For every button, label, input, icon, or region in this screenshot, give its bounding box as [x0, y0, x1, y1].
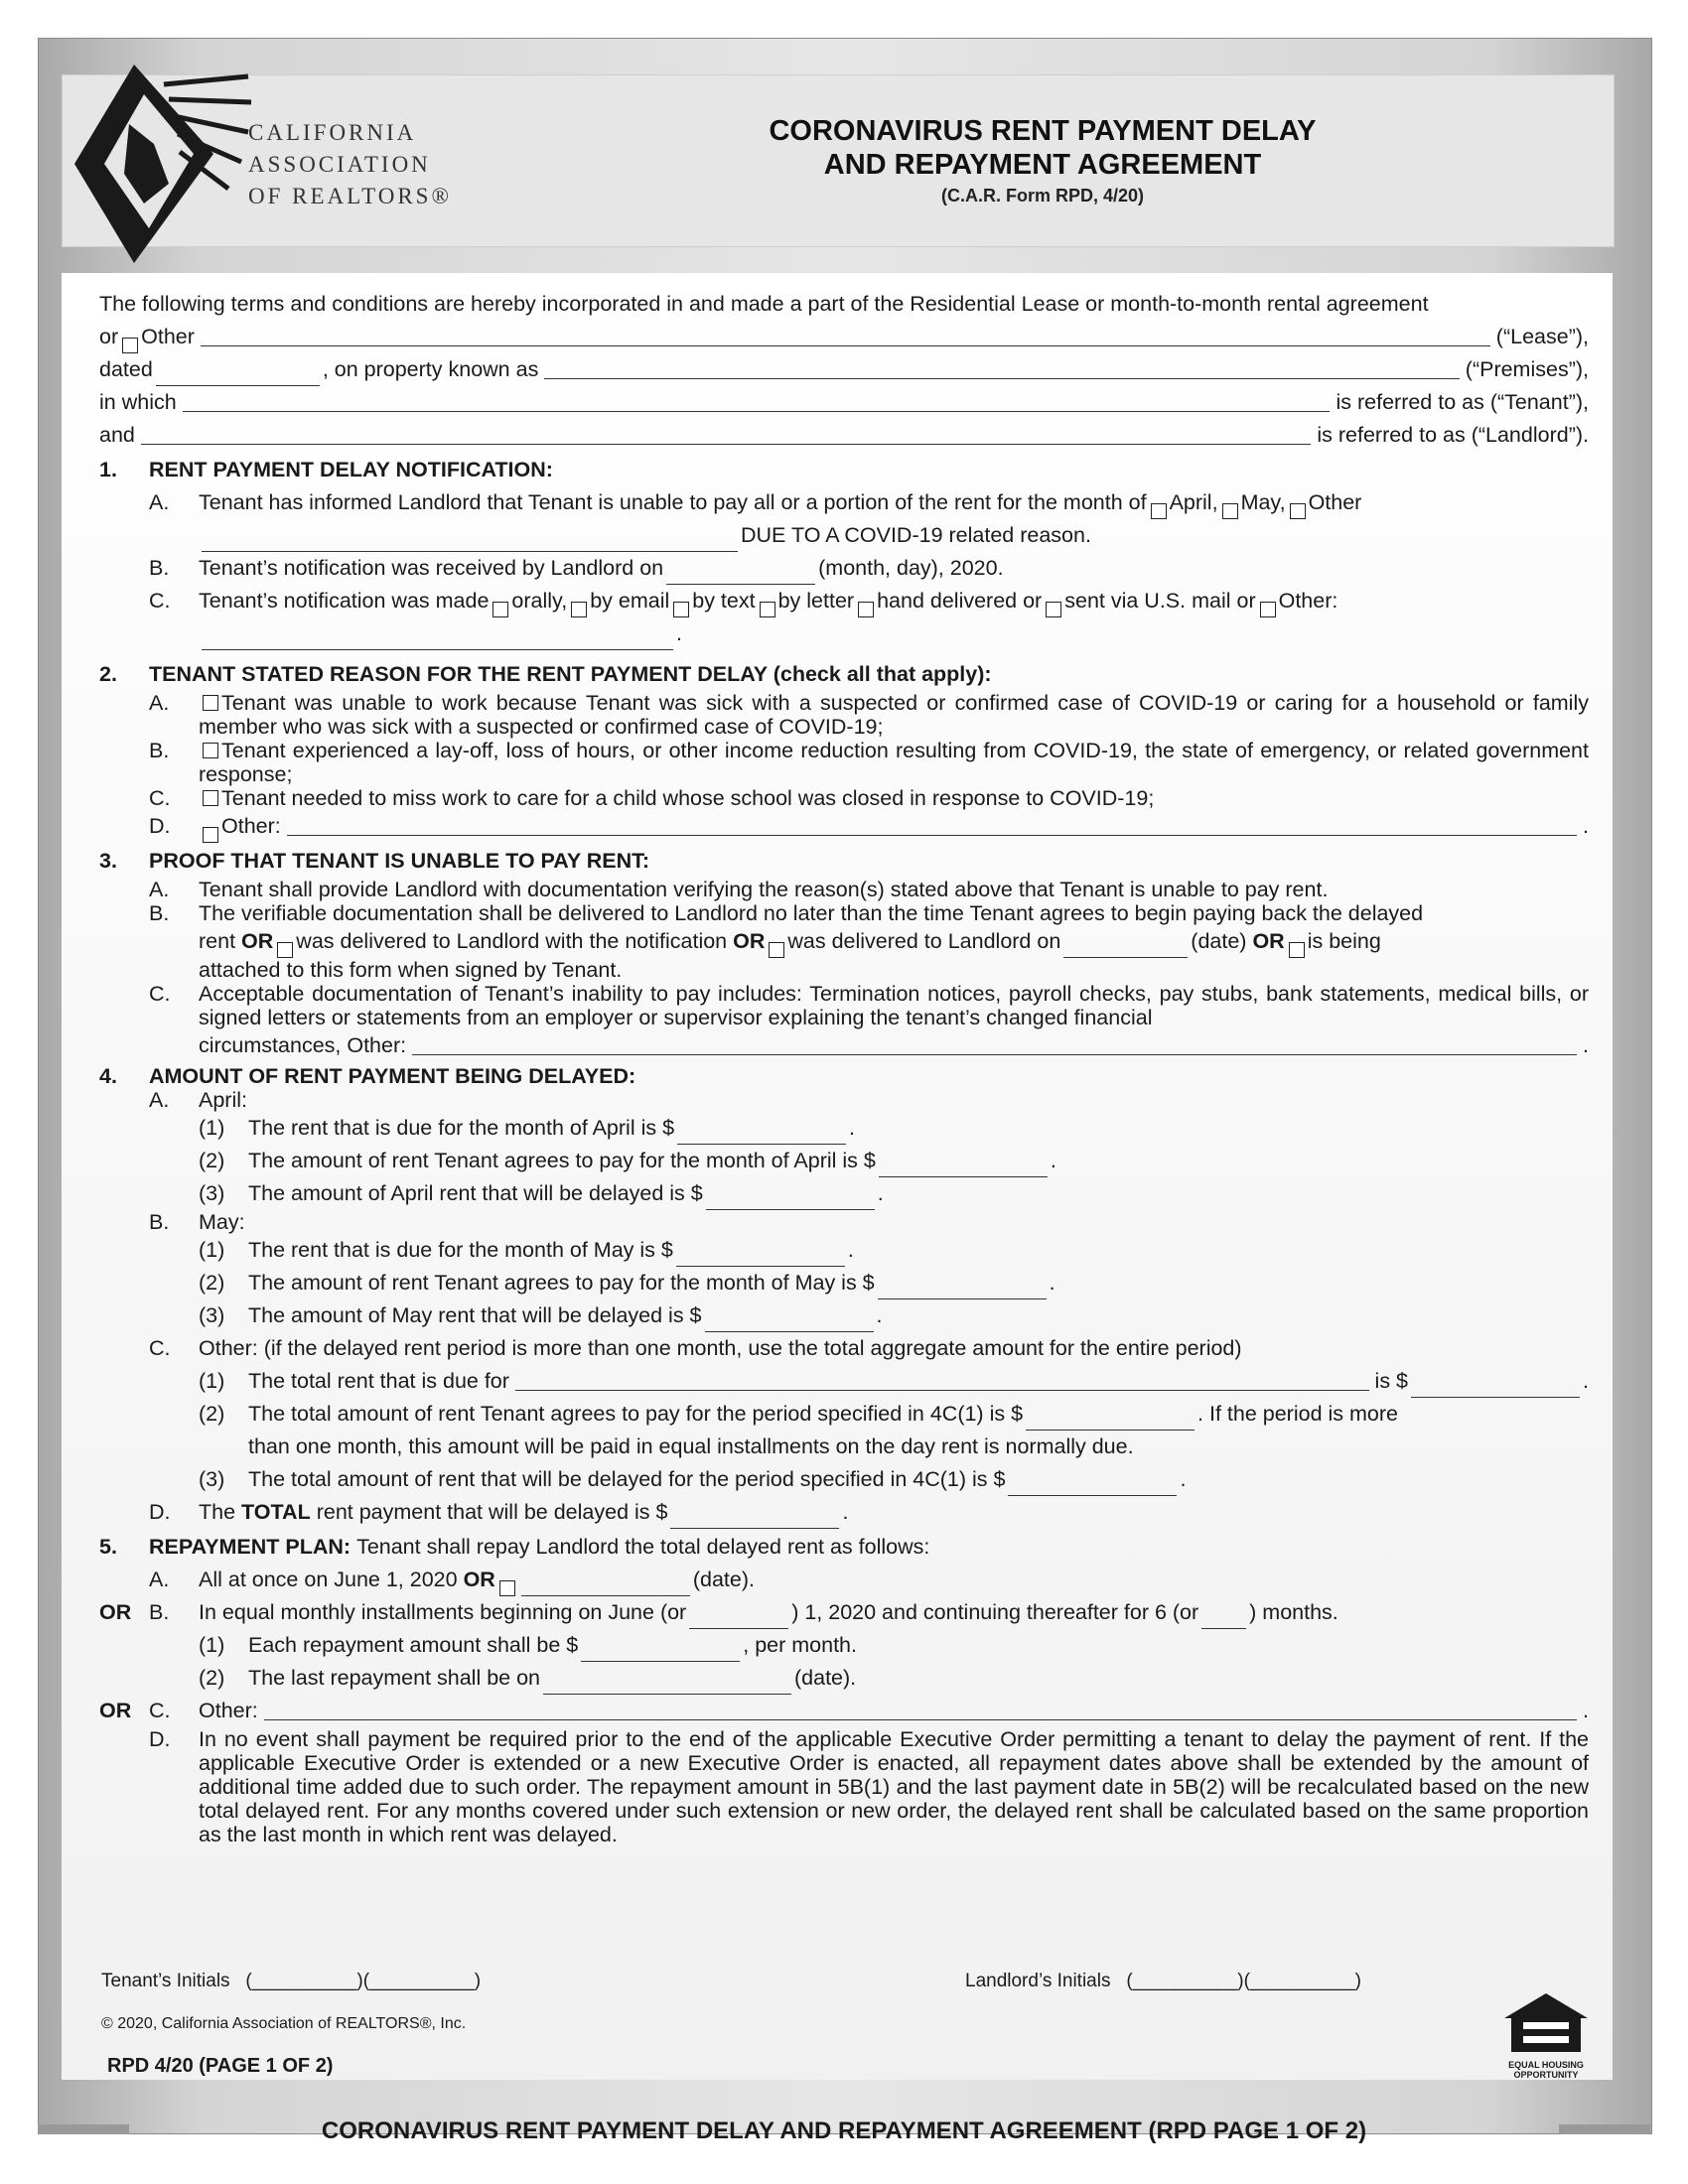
eho-line-2: OPPORTUNITY: [1513, 2070, 1579, 2080]
other-period-field[interactable]: [515, 1389, 1369, 1391]
or-word: OR: [463, 1568, 495, 1591]
item-text: Tenant experienced a lay-off, loss of hours, or other income reduction resulting from COVID-19, the state of emergency, or related government response;: [199, 739, 1589, 786]
may-rent-delayed-field[interactable]: [705, 1309, 874, 1332]
reason-other-checkbox[interactable]: [203, 827, 218, 843]
item-label: B.: [149, 901, 170, 925]
eho-line-1: EQUAL HOUSING: [1508, 2060, 1584, 2070]
intro-text: The following terms and conditions are hereby incorporated in and made a part of the Residential Lease or month-to-month rental agreement: [99, 292, 1429, 316]
item-text: The amount of April rent that will be delayed is $: [248, 1181, 703, 1205]
doc-date-field[interactable]: [1063, 935, 1188, 958]
org-line-1: CALIFORNIA: [248, 120, 417, 145]
or-word: OR: [241, 929, 274, 953]
may-label: May,: [1240, 490, 1286, 514]
s4-a1: (1) The rent that is due for the month of April is $ .: [99, 1112, 1589, 1145]
installment-amount-field[interactable]: [581, 1639, 740, 1662]
intro-or: or: [99, 325, 119, 348]
item-text: is being: [1307, 929, 1381, 953]
item-text: Other:: [221, 814, 281, 838]
item-text: rent payment that will be delayed is $: [316, 1500, 668, 1524]
section-number: 5.: [99, 1535, 117, 1559]
s4-c2-cont: [99, 1431, 1589, 1463]
premises-tag: (“Premises”),: [1465, 357, 1589, 381]
item-tail: (date).: [794, 1666, 857, 1690]
mail-checkbox[interactable]: [1046, 602, 1061, 617]
equal-housing-icon: [1501, 1990, 1591, 2055]
s1-c-cont: [99, 617, 1589, 650]
other-month-checkbox[interactable]: [1290, 503, 1306, 519]
org-line-3: OF REALTORS®: [248, 184, 452, 208]
other-period-pay-field[interactable]: [1026, 1408, 1195, 1431]
or-word: OR: [1252, 929, 1285, 953]
dated-field[interactable]: [156, 363, 320, 386]
s2-d: [99, 810, 1589, 843]
s2-b: [99, 739, 1589, 786]
item-text: Tenant needed to miss work to care for a child whose school was closed in response to COVID-19;: [221, 786, 1155, 810]
section-title: TENANT STATED REASON FOR THE RENT PAYMENT DELAY (check all that apply):: [149, 662, 992, 686]
premises-field[interactable]: [544, 377, 1459, 379]
repay-date-checkbox[interactable]: [499, 1580, 515, 1596]
covid-reason-text: DUE TO A COVID-19 related reason.: [741, 523, 1091, 547]
s5-b1: [99, 1629, 1589, 1662]
other-period-delayed-field[interactable]: [1008, 1473, 1177, 1496]
may-rent-pay-field[interactable]: [878, 1277, 1047, 1299]
orally-label: orally,: [511, 589, 568, 613]
item-text: Tenant’s notification was received by Landlord on: [199, 556, 664, 580]
item-text: Tenant’s notification was made: [199, 589, 490, 613]
item-label: (3): [199, 1181, 225, 1205]
item-label: B.: [149, 556, 170, 580]
item-text: Other:: [199, 1699, 258, 1722]
doc-with-notification-checkbox[interactable]: [277, 942, 293, 958]
item-label: A.: [149, 1088, 170, 1112]
s4-b1: (1) The rent that is due for the month of May is $ .: [99, 1234, 1589, 1267]
item-text: April:: [199, 1088, 247, 1112]
other-month-label: Other: [1308, 490, 1362, 514]
item-text: The total rent that is due for: [248, 1369, 509, 1393]
equal-housing-logo: [1501, 1990, 1591, 2080]
section-title: REPAYMENT PLAN:: [149, 1535, 352, 1559]
section-intro: Tenant shall repay Landlord the total delayed rent as follows:: [356, 1535, 930, 1559]
s5-a: [99, 1564, 1589, 1596]
item-text: was delivered to Landlord on: [787, 929, 1061, 953]
tenant-initials-field[interactable]: (__________)(__________): [245, 1971, 482, 1991]
period: .: [1583, 1033, 1589, 1057]
item-text: The rent that is due for the month of May is $: [248, 1238, 673, 1262]
title-block: [616, 114, 1470, 206]
intro-line-5: [99, 419, 1589, 452]
form-title-line-2: AND REPAYMENT AGREEMENT: [823, 149, 1262, 181]
bottom-title: CORONAVIRUS RENT PAYMENT DELAY AND REPAYMENT AGREEMENT (RPD PAGE 1 OF 2): [321, 2117, 1367, 2144]
item-text: In equal monthly installments beginning on June (or: [199, 1600, 687, 1624]
april-rent-delayed-field[interactable]: [706, 1187, 875, 1210]
or-word: OR: [733, 929, 766, 953]
other-method-field[interactable]: [202, 627, 673, 650]
landlord-name-field[interactable]: [141, 443, 1311, 445]
is-label: is $: [1374, 1369, 1409, 1393]
letter-label: by letter: [777, 589, 855, 613]
period: .: [1583, 1699, 1589, 1722]
s2-a: [99, 691, 1589, 739]
rent-word: rent: [199, 929, 236, 953]
s5-b: [99, 1596, 1589, 1629]
s3-c-cont: [99, 1029, 1589, 1062]
s4-c1: (1) The total rent that is due for is $ .: [99, 1365, 1589, 1398]
email-checkbox[interactable]: [571, 602, 587, 617]
item-label: C.: [149, 786, 171, 810]
s1-a: [99, 486, 1589, 519]
item-text: Tenant has informed Landlord that Tenant is unable to pay all or a portion of the rent for the month of: [199, 490, 1147, 514]
item-text: attached to this form when signed by Tenant.: [199, 958, 623, 982]
item-text: The amount of May rent that will be delayed is $: [248, 1303, 702, 1327]
reason-sick-checkbox[interactable]: [203, 695, 218, 711]
landlord-tag: is referred to as (“Landlord”).: [1317, 423, 1589, 447]
item-text: The rent that is due for the month of April is $: [248, 1116, 675, 1140]
s3-b-cont: [99, 925, 1589, 958]
org-line-2: ASSOCIATION: [248, 152, 431, 177]
item-text: Acceptable documentation of Tenant’s inability to pay includes: Termination notices, payroll checks, pay stubs, bank statements, medical bills, or signed letters or statements from an employer or supervisor explaining the tenant’s changed financial: [199, 982, 1589, 1029]
other-period-rent-field[interactable]: [1411, 1375, 1580, 1398]
email-label: by email: [590, 589, 670, 613]
other-method-checkbox[interactable]: [1260, 602, 1276, 617]
bottom-bar-left: [38, 2124, 129, 2134]
item-text: Each repayment amount shall be $: [248, 1633, 579, 1657]
item-label: B.: [149, 1600, 170, 1624]
s4-b: [99, 1210, 1589, 1234]
item-text: The last repayment shall be on: [248, 1666, 540, 1690]
text-checkbox[interactable]: [673, 602, 689, 617]
april-rent-pay-field[interactable]: [879, 1155, 1048, 1177]
may-rent-due-field[interactable]: [676, 1244, 845, 1267]
tenant-initials-label: Tenant’s Initials: [101, 1971, 230, 1991]
s4-b2: (2) The amount of rent Tenant agrees to pay for the month of May is $ .: [99, 1267, 1589, 1299]
s4-b3: (3) The amount of May rent that will be delayed is $ .: [99, 1299, 1589, 1332]
item-text: The amount of rent Tenant agrees to pay for the month of May is $: [248, 1271, 875, 1295]
or-label: OR: [99, 1600, 132, 1624]
tenant-initials: [101, 1971, 481, 1992]
item-tail: (month, day), 2020.: [818, 556, 1004, 580]
s5-b2: [99, 1662, 1589, 1695]
mail-label: sent via U.S. mail or: [1064, 589, 1256, 613]
letter-checkbox[interactable]: [760, 602, 775, 617]
item-label: A.: [149, 490, 170, 514]
item-text: Tenant was unable to work because Tenant was sick with a suspected or confirmed case of COVID-19 or caring for a household or family member who was sick with a suspected or confirmed case of COVID-19;: [199, 691, 1589, 739]
item-label: (1): [199, 1238, 225, 1262]
dated-label: dated: [99, 357, 153, 381]
intro-line-1: [99, 288, 1589, 321]
s4-c3: (3) The total amount of rent that will be delayed for the period specified in 4C(1) is $ .: [99, 1463, 1589, 1496]
reason-childcare-checkbox[interactable]: [203, 790, 218, 806]
lease-tag: (“Lease”),: [1495, 325, 1589, 348]
or-label: OR: [99, 1699, 132, 1722]
s3-b-cont2: [99, 958, 1589, 982]
section-title: AMOUNT OF RENT PAYMENT BEING DELAYED:: [149, 1064, 636, 1088]
item-text: Other: (if the delayed rent period is more than one month, use the total aggregate amount for the entire period): [199, 1336, 1242, 1360]
org-name: [248, 117, 452, 212]
section-number: 2.: [99, 662, 117, 686]
hand-delivered-checkbox[interactable]: [858, 602, 874, 617]
item-label: B.: [149, 739, 170, 762]
section-1-heading: [99, 454, 1589, 486]
s4-a3: (3) The amount of April rent that will be delayed is $ .: [99, 1177, 1589, 1210]
item-tail: , per month.: [743, 1633, 857, 1657]
total-delayed-field[interactable]: [670, 1506, 839, 1529]
property-label: , on property known as: [322, 357, 539, 381]
item-text: The total amount of rent Tenant agrees to pay for the period specified in 4C(1) is $: [248, 1402, 1024, 1426]
item-label: B.: [149, 1210, 170, 1234]
tenant-tag: is referred to as (“Tenant”),: [1336, 390, 1589, 414]
reason-layoff-checkbox[interactable]: [203, 743, 218, 758]
form-body: [99, 288, 1589, 1846]
s4-c2: [99, 1398, 1589, 1431]
repay-date-field[interactable]: [521, 1573, 690, 1596]
section-number: 4.: [99, 1064, 117, 1088]
section-title: PROOF THAT TENANT IS UNABLE TO PAY RENT:: [149, 849, 650, 873]
period: .: [676, 621, 682, 645]
last-repayment-field[interactable]: [543, 1672, 791, 1695]
other-agreement-checkbox[interactable]: [122, 338, 138, 353]
item-text: than one month, this amount will be paid in equal installments on the day rent is normally due.: [248, 1434, 1134, 1458]
section-4-heading: [99, 1064, 1589, 1088]
item-label: (1): [199, 1369, 225, 1393]
item-tail: . If the period is more: [1197, 1402, 1398, 1426]
date-label: (date).: [692, 1568, 755, 1591]
s4-a2: (2) The amount of rent Tenant agrees to pay for the month of April is $ .: [99, 1145, 1589, 1177]
item-label: (2): [199, 1666, 225, 1690]
section-title: RENT PAYMENT DELAY NOTIFICATION:: [149, 458, 553, 481]
other-agreement-field[interactable]: [201, 344, 1490, 346]
s3-a: [99, 878, 1589, 901]
s4-d: D. The TOTAL rent payment that will be delayed is $ .: [99, 1496, 1589, 1529]
item-label: A.: [149, 691, 170, 715]
item-label: (2): [199, 1402, 225, 1426]
installment-months-field[interactable]: [1201, 1606, 1246, 1629]
item-label: (1): [199, 1116, 225, 1140]
item-label: (1): [199, 1633, 225, 1657]
item-text: Tenant shall provide Landlord with documentation verifying the reason(s) stated above that Tenant is unable to pay rent.: [199, 878, 1329, 901]
item-text: ) 1, 2020 and continuing thereafter for 6 (or: [791, 1600, 1199, 1624]
item-label: (2): [199, 1271, 225, 1295]
item-label: A.: [149, 1568, 170, 1591]
car-logo-icon: [74, 55, 268, 268]
item-label: C.: [149, 982, 171, 1006]
s5-d: [99, 1727, 1589, 1846]
doc-attached-checkbox[interactable]: [1289, 942, 1305, 958]
installment-start-field[interactable]: [689, 1606, 788, 1629]
doc-other-field[interactable]: [412, 1053, 1577, 1055]
s4-c: [99, 1332, 1589, 1365]
item-label: (3): [199, 1467, 225, 1491]
and-label: and: [99, 423, 135, 447]
item-label: C.: [149, 589, 171, 613]
s2-c: [99, 786, 1589, 810]
section-number: 1.: [99, 458, 117, 481]
april-label: April,: [1169, 490, 1218, 514]
april-rent-due-field[interactable]: [677, 1122, 846, 1145]
date-label: (date): [1191, 929, 1247, 953]
period: .: [1583, 814, 1589, 838]
intro-line-4: [99, 386, 1589, 419]
landlord-initials-field[interactable]: (__________)(__________): [1126, 1971, 1361, 1991]
doc-on-date-checkbox[interactable]: [769, 942, 784, 958]
s1-a-cont: [99, 519, 1589, 552]
april-checkbox[interactable]: [1151, 503, 1167, 519]
notification-date-field[interactable]: [666, 562, 815, 585]
hand-label: hand delivered or: [877, 589, 1043, 613]
section-5-heading: [99, 1531, 1589, 1564]
item-label: D.: [149, 1500, 171, 1524]
s3-b: [99, 901, 1589, 925]
section-number: 3.: [99, 849, 117, 873]
s3-c: [99, 982, 1589, 1029]
item-label: A.: [149, 878, 170, 901]
form-title-line-1: CORONAVIRUS RENT PAYMENT DELAY: [769, 115, 1317, 147]
other-label: Other: [141, 325, 195, 348]
repay-other-field[interactable]: [264, 1718, 1577, 1720]
in-which-label: in which: [99, 390, 177, 414]
item-text: The total amount of rent that will be delayed for the period specified in 4C(1) is $: [248, 1467, 1006, 1491]
s1-b: [99, 552, 1589, 585]
other-method-label: Other:: [1278, 589, 1338, 613]
item-label: (3): [199, 1303, 225, 1327]
item-text: All at once on June 1, 2020: [199, 1568, 458, 1591]
the-word: The: [199, 1500, 236, 1524]
item-text: circumstances, Other:: [199, 1033, 407, 1057]
reason-other-field[interactable]: [287, 834, 1577, 836]
text-label: by text: [692, 589, 756, 613]
may-checkbox[interactable]: [1222, 503, 1238, 519]
item-text: The amount of rent Tenant agrees to pay for the month of April is $: [248, 1149, 876, 1172]
copyright: © 2020, California Association of REALTORS®, Inc.: [101, 2015, 467, 2032]
item-text: ) months.: [1249, 1600, 1338, 1624]
intro-line-3: [99, 353, 1589, 386]
landlord-initials-label: Landlord’s Initials: [965, 1971, 1111, 1991]
bottom-bar-right: [1559, 2124, 1650, 2134]
tenant-name-field[interactable]: [183, 410, 1331, 412]
section-3-heading: [99, 845, 1589, 878]
landlord-initials: [965, 1971, 1361, 1992]
page-reference: RPD 4/20 (PAGE 1 OF 2): [107, 2055, 334, 2077]
item-label: D.: [149, 1727, 171, 1751]
item-text: In no event shall payment be required prior to the end of the applicable Executive Order permitting a tenant to delay the payment of rent. If the applicable Executive Order is extended or a new Executive Order is enacted, all repayment dates above shall be extended by the amount of additional time added due to such order. The repayment amount in 5B(1) and the last payment date in 5B(2) will be recalculated based on the new total delayed rent. For any months covered under such extension or new order, the delayed rent shall be calculated based on the same proportion as the last month in which rent was delayed.: [199, 1727, 1589, 1846]
other-month-field[interactable]: [202, 529, 738, 552]
item-text: The verifiable documentation shall be delivered to Landlord no later than the time Tenant agrees to begin paying back the delayed: [199, 901, 1424, 925]
form-id: (C.A.R. Form RPD, 4/20): [940, 186, 1145, 205]
s5-c: [99, 1695, 1589, 1727]
intro-line-2: [99, 321, 1589, 353]
item-text: was delivered to Landlord with the notification: [296, 929, 728, 953]
item-label: D.: [149, 814, 171, 838]
item-label: C.: [149, 1699, 171, 1722]
total-word: TOTAL: [241, 1500, 311, 1524]
item-label: (2): [199, 1149, 225, 1172]
orally-checkbox[interactable]: [492, 602, 508, 617]
item-label: C.: [149, 1336, 171, 1360]
s1-c: [99, 585, 1589, 617]
section-2-heading: [99, 658, 1589, 691]
s4-a: [99, 1088, 1589, 1112]
item-text: May:: [199, 1210, 245, 1234]
